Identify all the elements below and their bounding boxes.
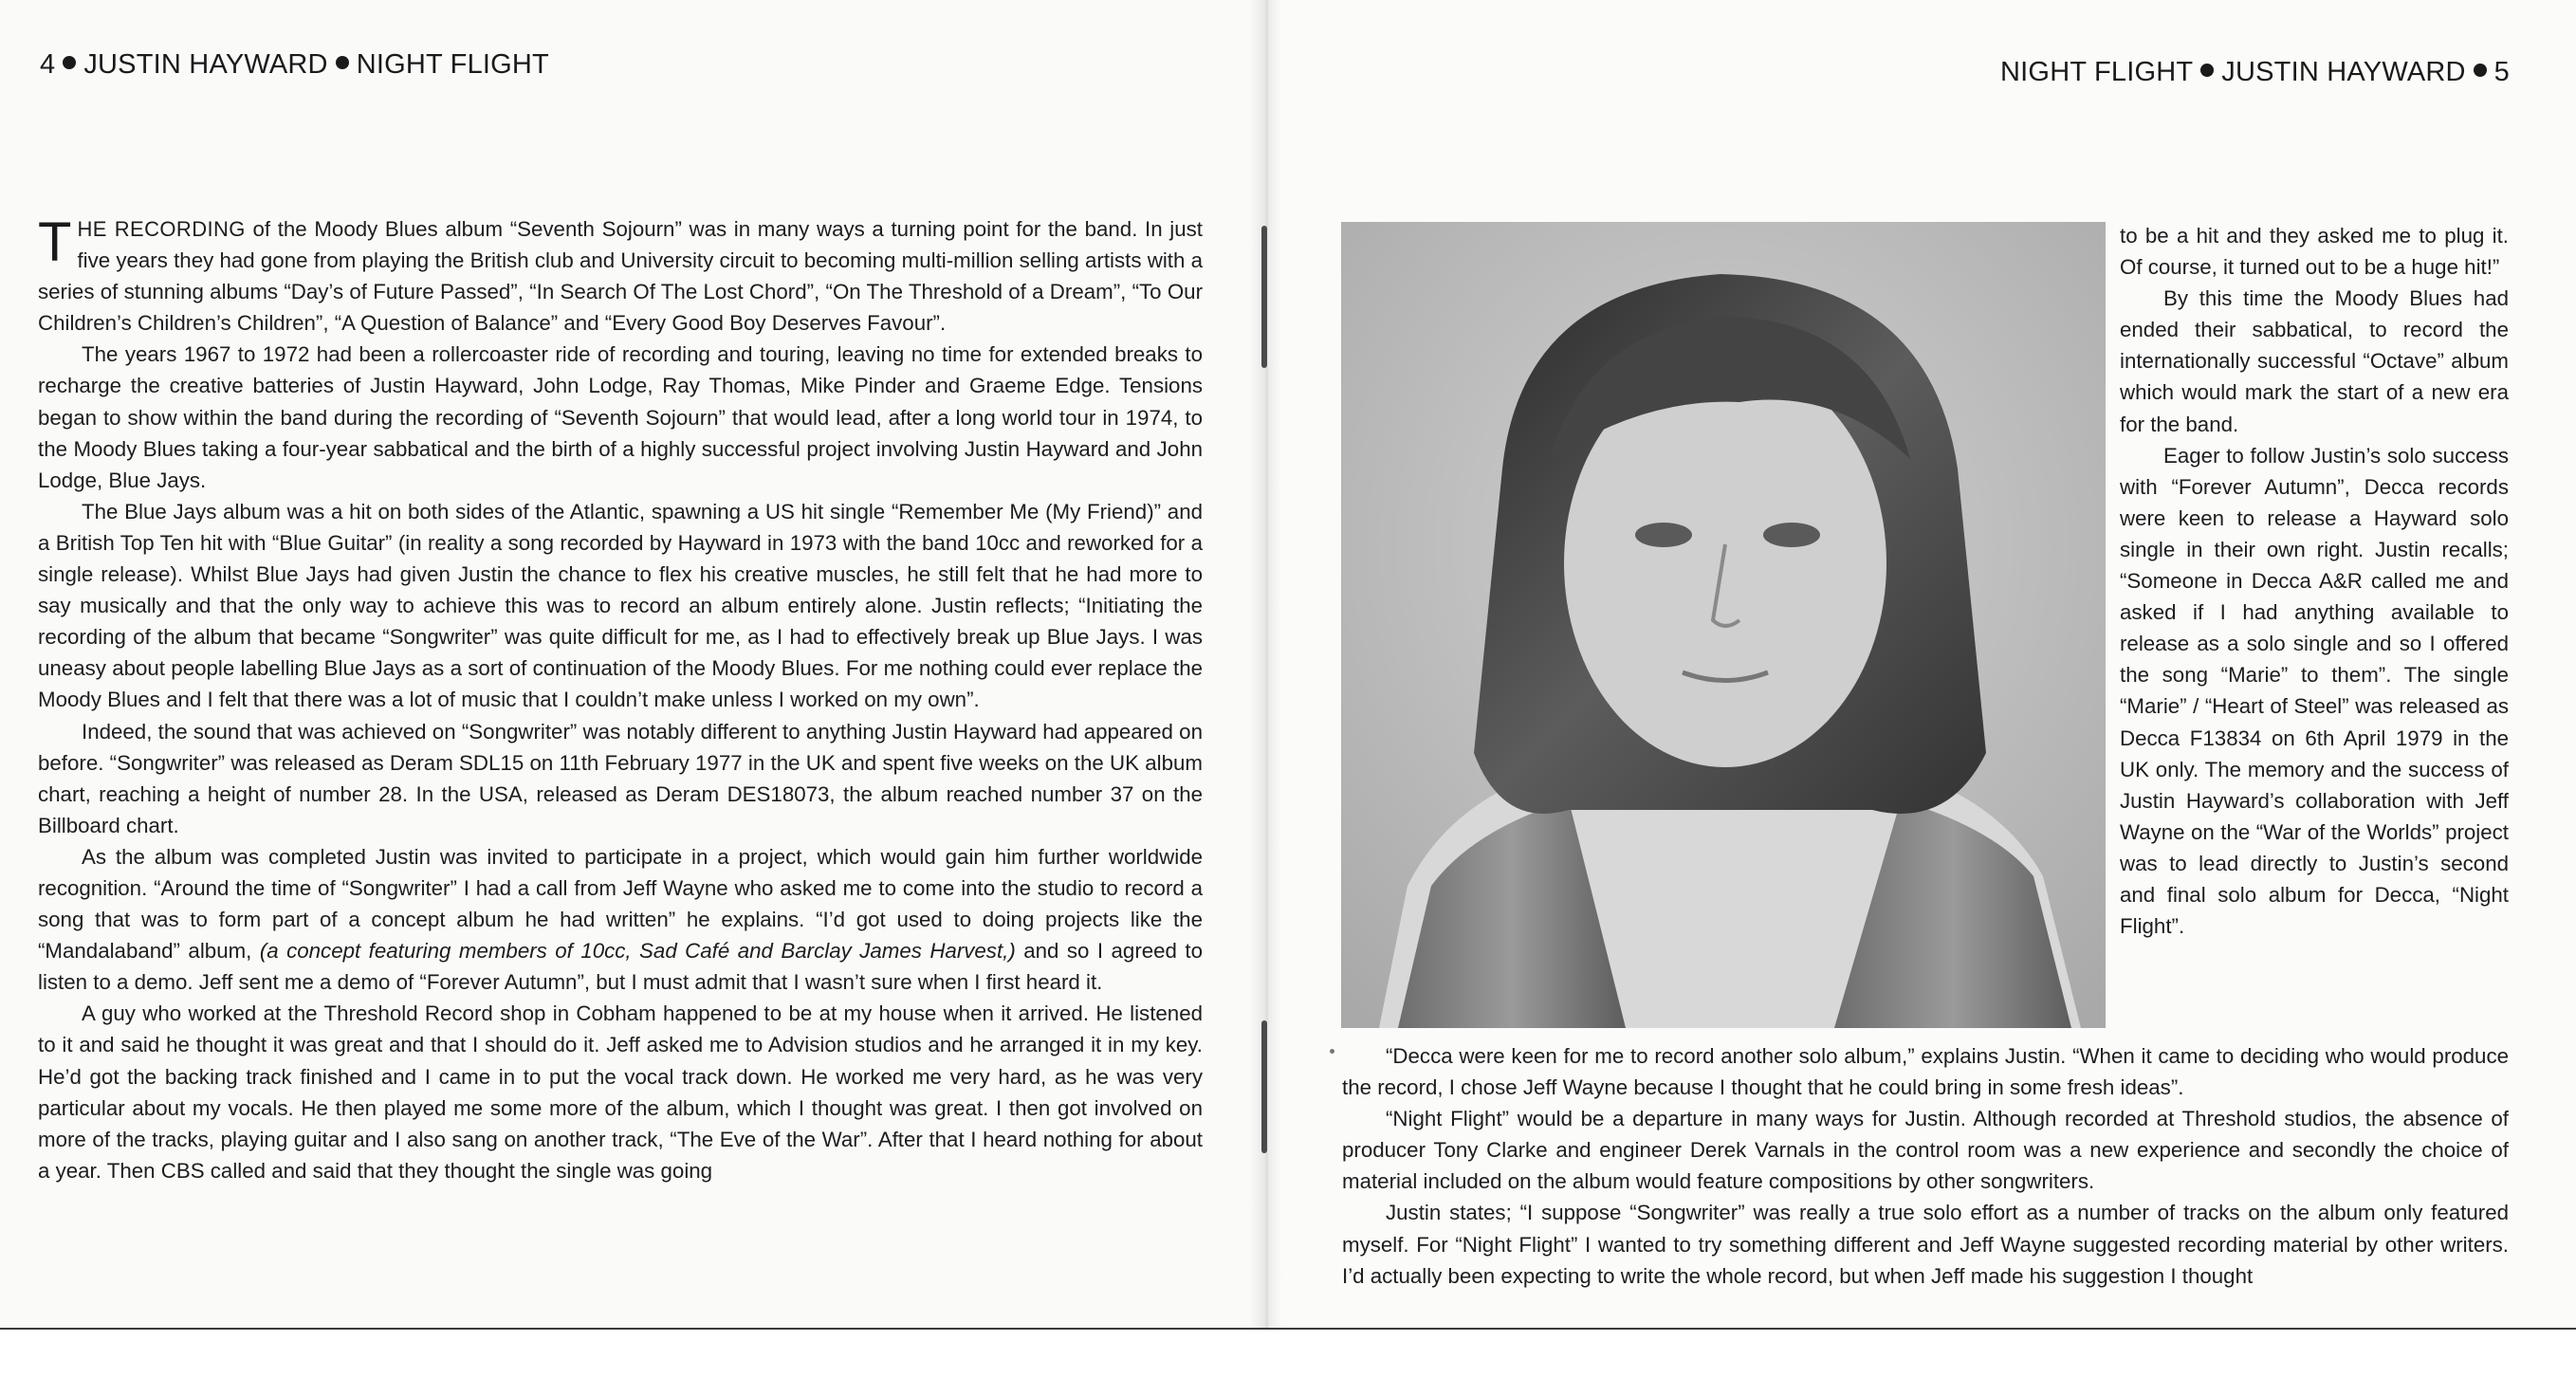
italic-aside: (a concept featuring members of 10cc, Sad Café and Barclay James Harvest,) [259,939,1016,964]
paragraph-text: of the Moody Blues album “Seventh Sojourn” was in many ways a turning point for the band. In just five years they had gone from playing the British club and University circuit to becoming multi-million selling artists with a series of stunning albums “Day’s of Future Passed”, “In Search Of The Lost Chord”, “On The Threshold of a Dream”, “To Our Children’s Children’s Children”, “A Question of Balance” and “Every Good Boy Deserves Favour”. [38,217,1203,336]
header-left [40,49,549,81]
header-artist-right: JUSTIN HAYWARD [2221,57,2466,87]
header-artist-left: JUSTIN HAYWARD [83,49,328,80]
page-number-right: 5 [2493,57,2510,87]
paragraph-text: and so I agreed to listen to a demo. Jeff sent me a demo of “Forever Autumn”, but I must admit that I wasn’t sure when I first heard it. [38,939,1204,995]
portrait-illustration [1341,222,2106,1028]
drop-cap: T [38,211,72,273]
paragraph: Indeed, the sound that was achieved on “Songwriter” was notably different to anything Justin Hayward had appeared on before. “Songwriter” was released as Deram SDL15 on 11th February 1977 in the UK and spent five weeks on the UK album chart, reaching a height of number 28. In the USA, released as Deram DES18073, the album reached number 37 on the Billboard chart. [38,719,1203,837]
header-album-left: NIGHT FLIGHT [356,49,549,80]
paragraph [38,841,1203,998]
header-right [2000,57,2510,88]
bullet-dot [2474,64,2487,77]
paragraph: Eager to follow Justin’s solo success with “Forever Autumn”, Decca records were keen to release a Hayward solo single in their own right. Justin recalls; “Someone in Decca A&R called me and asked if I had anything available to release as a solo single and so I offered the song “Marie” to them”. The single “Marie” / “Heart of Steel” was released as Decca F13834 on 6th April 1979 in the UK only. The memory and the success of Justin Hayward’s collaboration with Jeff Wayne on the “War of the Worlds” project was to lead directly to Justin’s second and final solo album for Decca, “Night Flight”. [2120,443,2509,939]
paragraph: to be a hit and they asked me to plug it. Of course, it turned out to be a huge hit!” [2120,224,2509,280]
staple-bottom [1261,1020,1267,1153]
portrait-photo [1341,222,2106,1028]
paragraph: By this time the Moody Blues had ended their sabbatical, to record the internationally successful “Octave” album which would mark the start of a new era for the band. [2120,286,2509,436]
page-number-left: 4 [40,49,56,80]
paragraph: A guy who worked at the Threshold Record shop in Cobham happened to be at my house when it arrived. He listened to it and said he thought it was great and that I should do it. Jeff asked me to Advision studios and he arranged it in my key. He’d got the backing track finished and I came in to put the vocal track down. He worked me very hard, as he was very particular about my vocals. He then played me some more of the album, which I thought was great. I then got involved on more of the tracks, playing guitar and I also sang on another track, “The Eve of the War”. After that I heard nothing for about a year. Then CBS called and said that they thought the single was going [38,1001,1203,1183]
bullet-dot [2200,64,2214,77]
right-page-column [2120,220,2509,942]
paragraph: “Decca were keen for me to record another solo album,” explains Justin. “When it came to deciding who would produce the record, I chose Jeff Wayne because I thought that he could bring in some fresh ideas”. [1342,1044,2509,1100]
bullet-dot [336,56,349,69]
paragraph: The Blue Jays album was a hit on both sides of the Atlantic, spawning a US hit single “Remember Me (My Friend)” and a British Top Ten hit with “Blue Guitar” (in reality a song recorded by Hayward in 1973 with the band 10cc and reworked for a single release). Whilst Blue Jays had given Justin the chance to flex his creative muscles, he still felt that he had more to say musically and that the only way to achieve this was to record an album entirely alone. Justin reflects; “Initiating the recording of the album that became “Songwriter” was quite difficult for me, as I had to effectively break up Blue Jays. I was uneasy about people labelling Blue Jays as a sort of continuation of the Moody Blues. For me nothing could ever replace the Moody Blues and I felt that there was a lot of music that I couldn’t make unless I worked on my own”. [38,499,1203,712]
paragraph-text: As the album was completed Justin was invited to participate in a project, which would gain him further worldwide recognition. “Around the time of “Songwriter” I had a call from Jeff Wayne who asked me to come into the studio to record a song that was to form part of a concept album he had written” he explains. “I’d got used to doing projects like the “Mandalaband” album, [38,844,1203,964]
scan-margin [0,1330,2576,1396]
print-speck [1330,1049,1334,1054]
paragraph [38,213,1203,339]
intro-small-caps: HE RECORDING [77,217,246,241]
paragraph: “Night Flight” would be a departure in many ways for Justin. Although recorded at Threshold studios, the absence of producer Tony Clarke and engineer Derek Varnals in the control room was a new experience and secondly the choice of material included on the album would feature compositions by other songwriters. [1342,1107,2509,1194]
left-page-body [38,213,1203,1186]
bullet-dot [63,56,76,69]
paragraph: The years 1967 to 1972 had been a rollercoaster ride of recording and touring, leaving no time for extended breaks to recharge the creative batteries of Justin Hayward, John Lodge, Ray Thomas, Mike Pinder and Graeme Edge. Tensions began to show within the band during the recording of “Seventh Sojourn” that would lead, after a long world tour in 1974, to the Moody Blues taking a four-year sabbatical and the birth of a highly successful project involving Justin Hayward and John Lodge, Blue Jays. [38,342,1203,492]
staple-top [1261,226,1267,368]
right-page-body [1342,1040,2509,1292]
header-album-right: NIGHT FLIGHT [2000,57,2194,87]
paragraph: Justin states; “I suppose “Songwriter” was really a true solo effort as a number of tracks on the album only featured myself. For “Night Flight” I wanted to try something different and Jeff Wayne suggested recording material by other writers. I’d actually been expecting to write the whole record, but when Jeff made his suggestion I thought [1342,1201,2509,1288]
